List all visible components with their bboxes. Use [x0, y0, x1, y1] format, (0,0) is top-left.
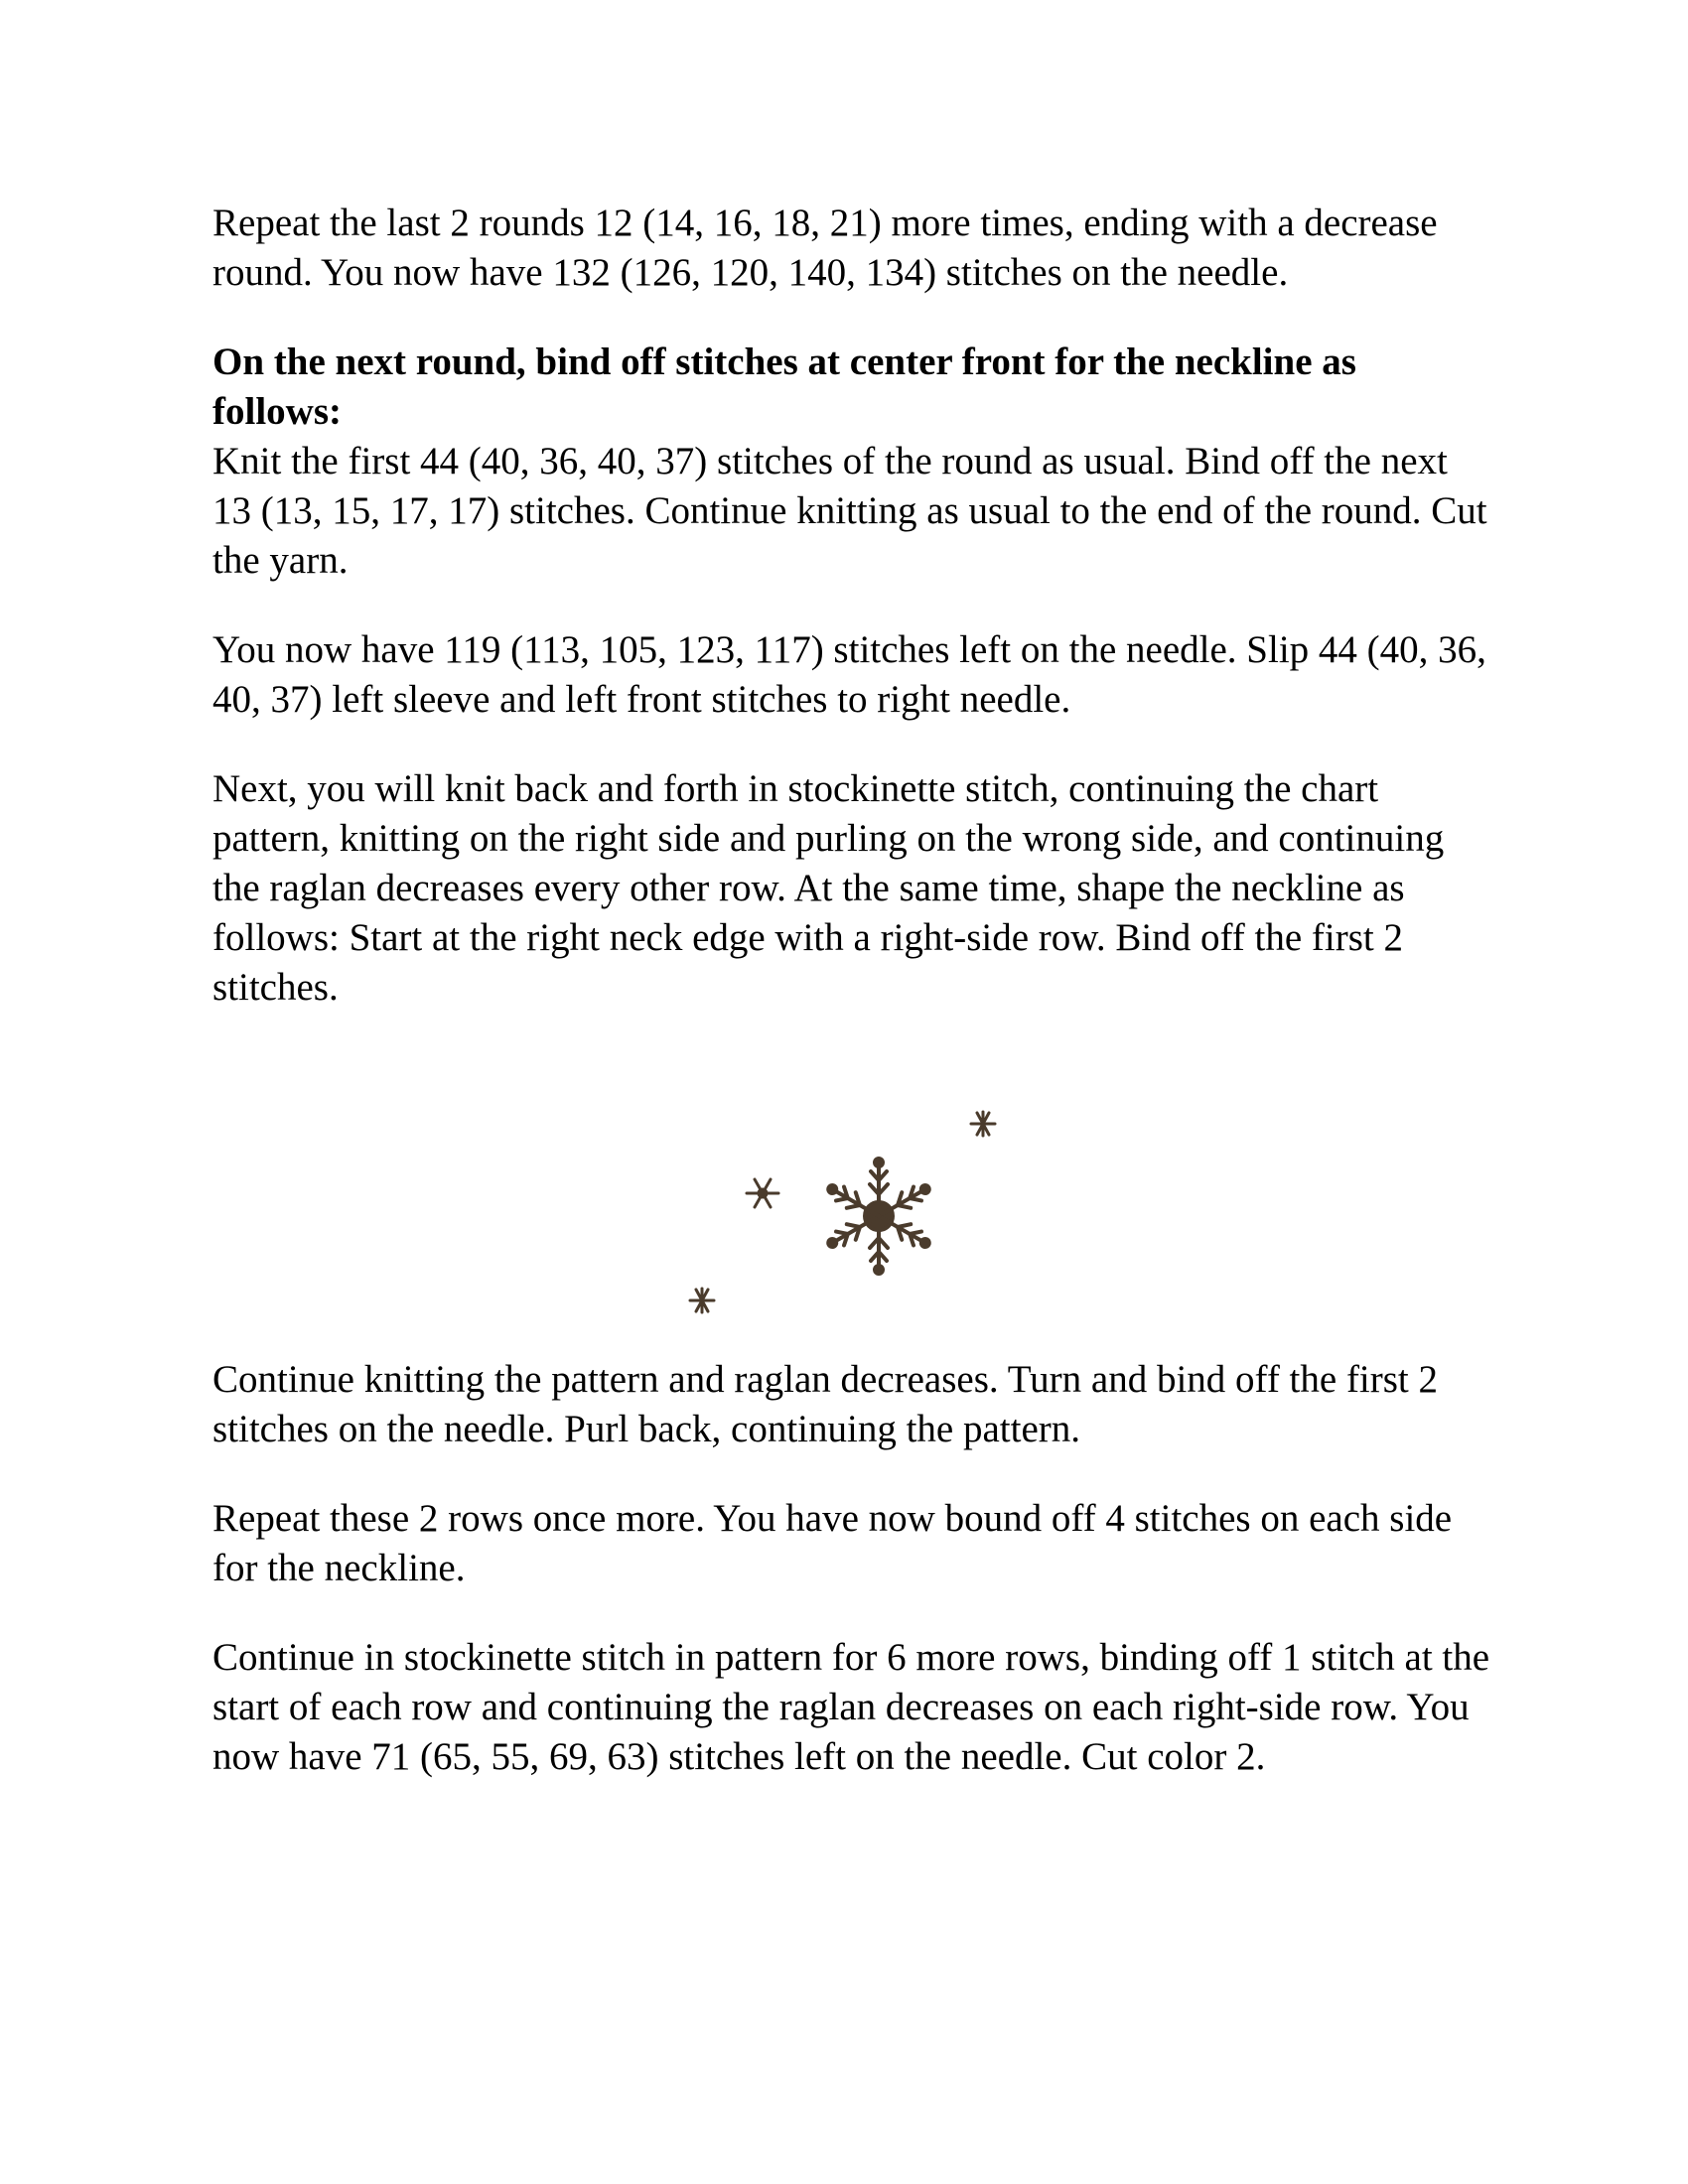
paragraph-repeat-rounds: Repeat the last 2 rounds 12 (14, 16, 18, 21) more times, ending with a decrease round. You now have 132 (126, 120, 140, 134) stitches on the needle. — [212, 202, 1438, 294]
page-body-upper — [212, 199, 1493, 1013]
paragraph-final-rows: Continue in stockinette stitch in pattern for 6 more rows, binding off 1 stitch at the start of each row and continuing the raglan decreases on each right-side row. You now have 71 (65, 55, 69, 63) stitches left on the needle. Cut color 2. — [212, 1636, 1490, 1778]
snowflakes-icon — [675, 1102, 1013, 1330]
paragraph-slip-stitches: You now have 119 (113, 105, 123, 117) stitches left on the needle. Slip 44 (40, 36, 40, 37) left sleeve and left front stitches to right needle. — [212, 628, 1486, 721]
page-body-lower — [212, 1355, 1493, 1782]
bind-off-heading: On the next round, bind off stitches at center front for the neckline as follows: — [212, 341, 1356, 433]
paragraph-continue-pattern: Continue knitting the pattern and raglan decreases. Turn and bind off the first 2 stitches on the needle. Purl back, continuing the pattern. — [212, 1358, 1439, 1450]
paragraph-repeat-rows: Repeat these 2 rows once more. You have now bound off 4 stitches on each side for the neckline. — [212, 1497, 1453, 1589]
paragraph-bind-off: Knit the first 44 (40, 36, 40, 37) stitches of the round as usual. Bind off the next 13 (13, 15, 17, 17) stitches. Continue knitting as usual to the end of the round. Cut the yarn. — [212, 440, 1487, 582]
paragraph-back-and-forth: Next, you will knit back and forth in stockinette stitch, continuing the chart pattern, knitting on the right side and purling on the wrong side, and continuing the raglan decreases every other row. At the same time, shape the neckline as follows: Start at the right neck edge with a right-side row. Bind off the first 2 stitches. — [212, 767, 1445, 1009]
